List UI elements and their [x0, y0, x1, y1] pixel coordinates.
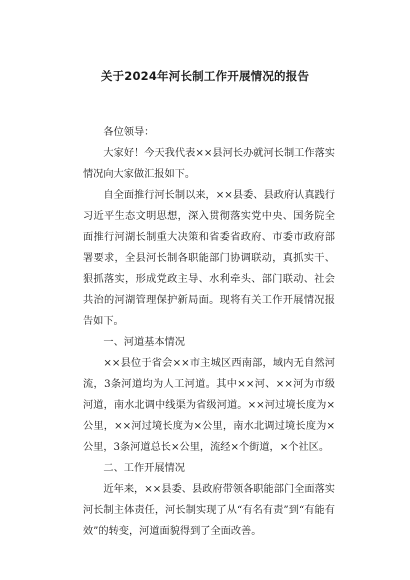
section-heading-work-progress: 二、工作开展情况	[103, 463, 185, 474]
paragraph-intro: 自全面推行河长制以来，××县委、县政府认真践行习近平生态文明思想，深入贯彻落实党中央、国务院全面推行河湖长制重大决策和省委省政府、市委市政府部署要求，全县河长制各职能部门协调联动，真抓实干、狠抓落实，形成党政主导、水利牵头、部门联动、社会共治的河湖管理保护新局面。现将有关工作开展情况报告如下。	[83, 190, 335, 327]
section-heading-river-overview: 一、河道基本情况	[103, 337, 185, 348]
salutation: 各位领导：	[103, 127, 155, 138]
paragraph-greeting: 大家好！今天我代表××县河长办就河长制工作落实情况向大家做汇报如下。	[83, 148, 335, 180]
document-title: 关于2024年河长制工作开展情况的报告	[100, 69, 310, 83]
paragraph-work-progress: 近年来，××县委、县政府带领各职能部门全面落实河长制主体责任，河长制实现了从“有名有责”到“有能有效”的转变，河道面貌得到了全面改善。	[83, 484, 335, 537]
document-body	[83, 122, 335, 542]
paragraph-river-overview: ××县位于省会××市主城区西南部，域内无自然河流，3条河道均为人工河道。其中××河、××河为市级河道，南水北调中线渠为省级河道。××河过境长度为×公里，××河过境长度为×公里，南水北调过境长度为×公里，3条河道总长×公里，流经×个街道，×个社区。	[83, 358, 335, 453]
